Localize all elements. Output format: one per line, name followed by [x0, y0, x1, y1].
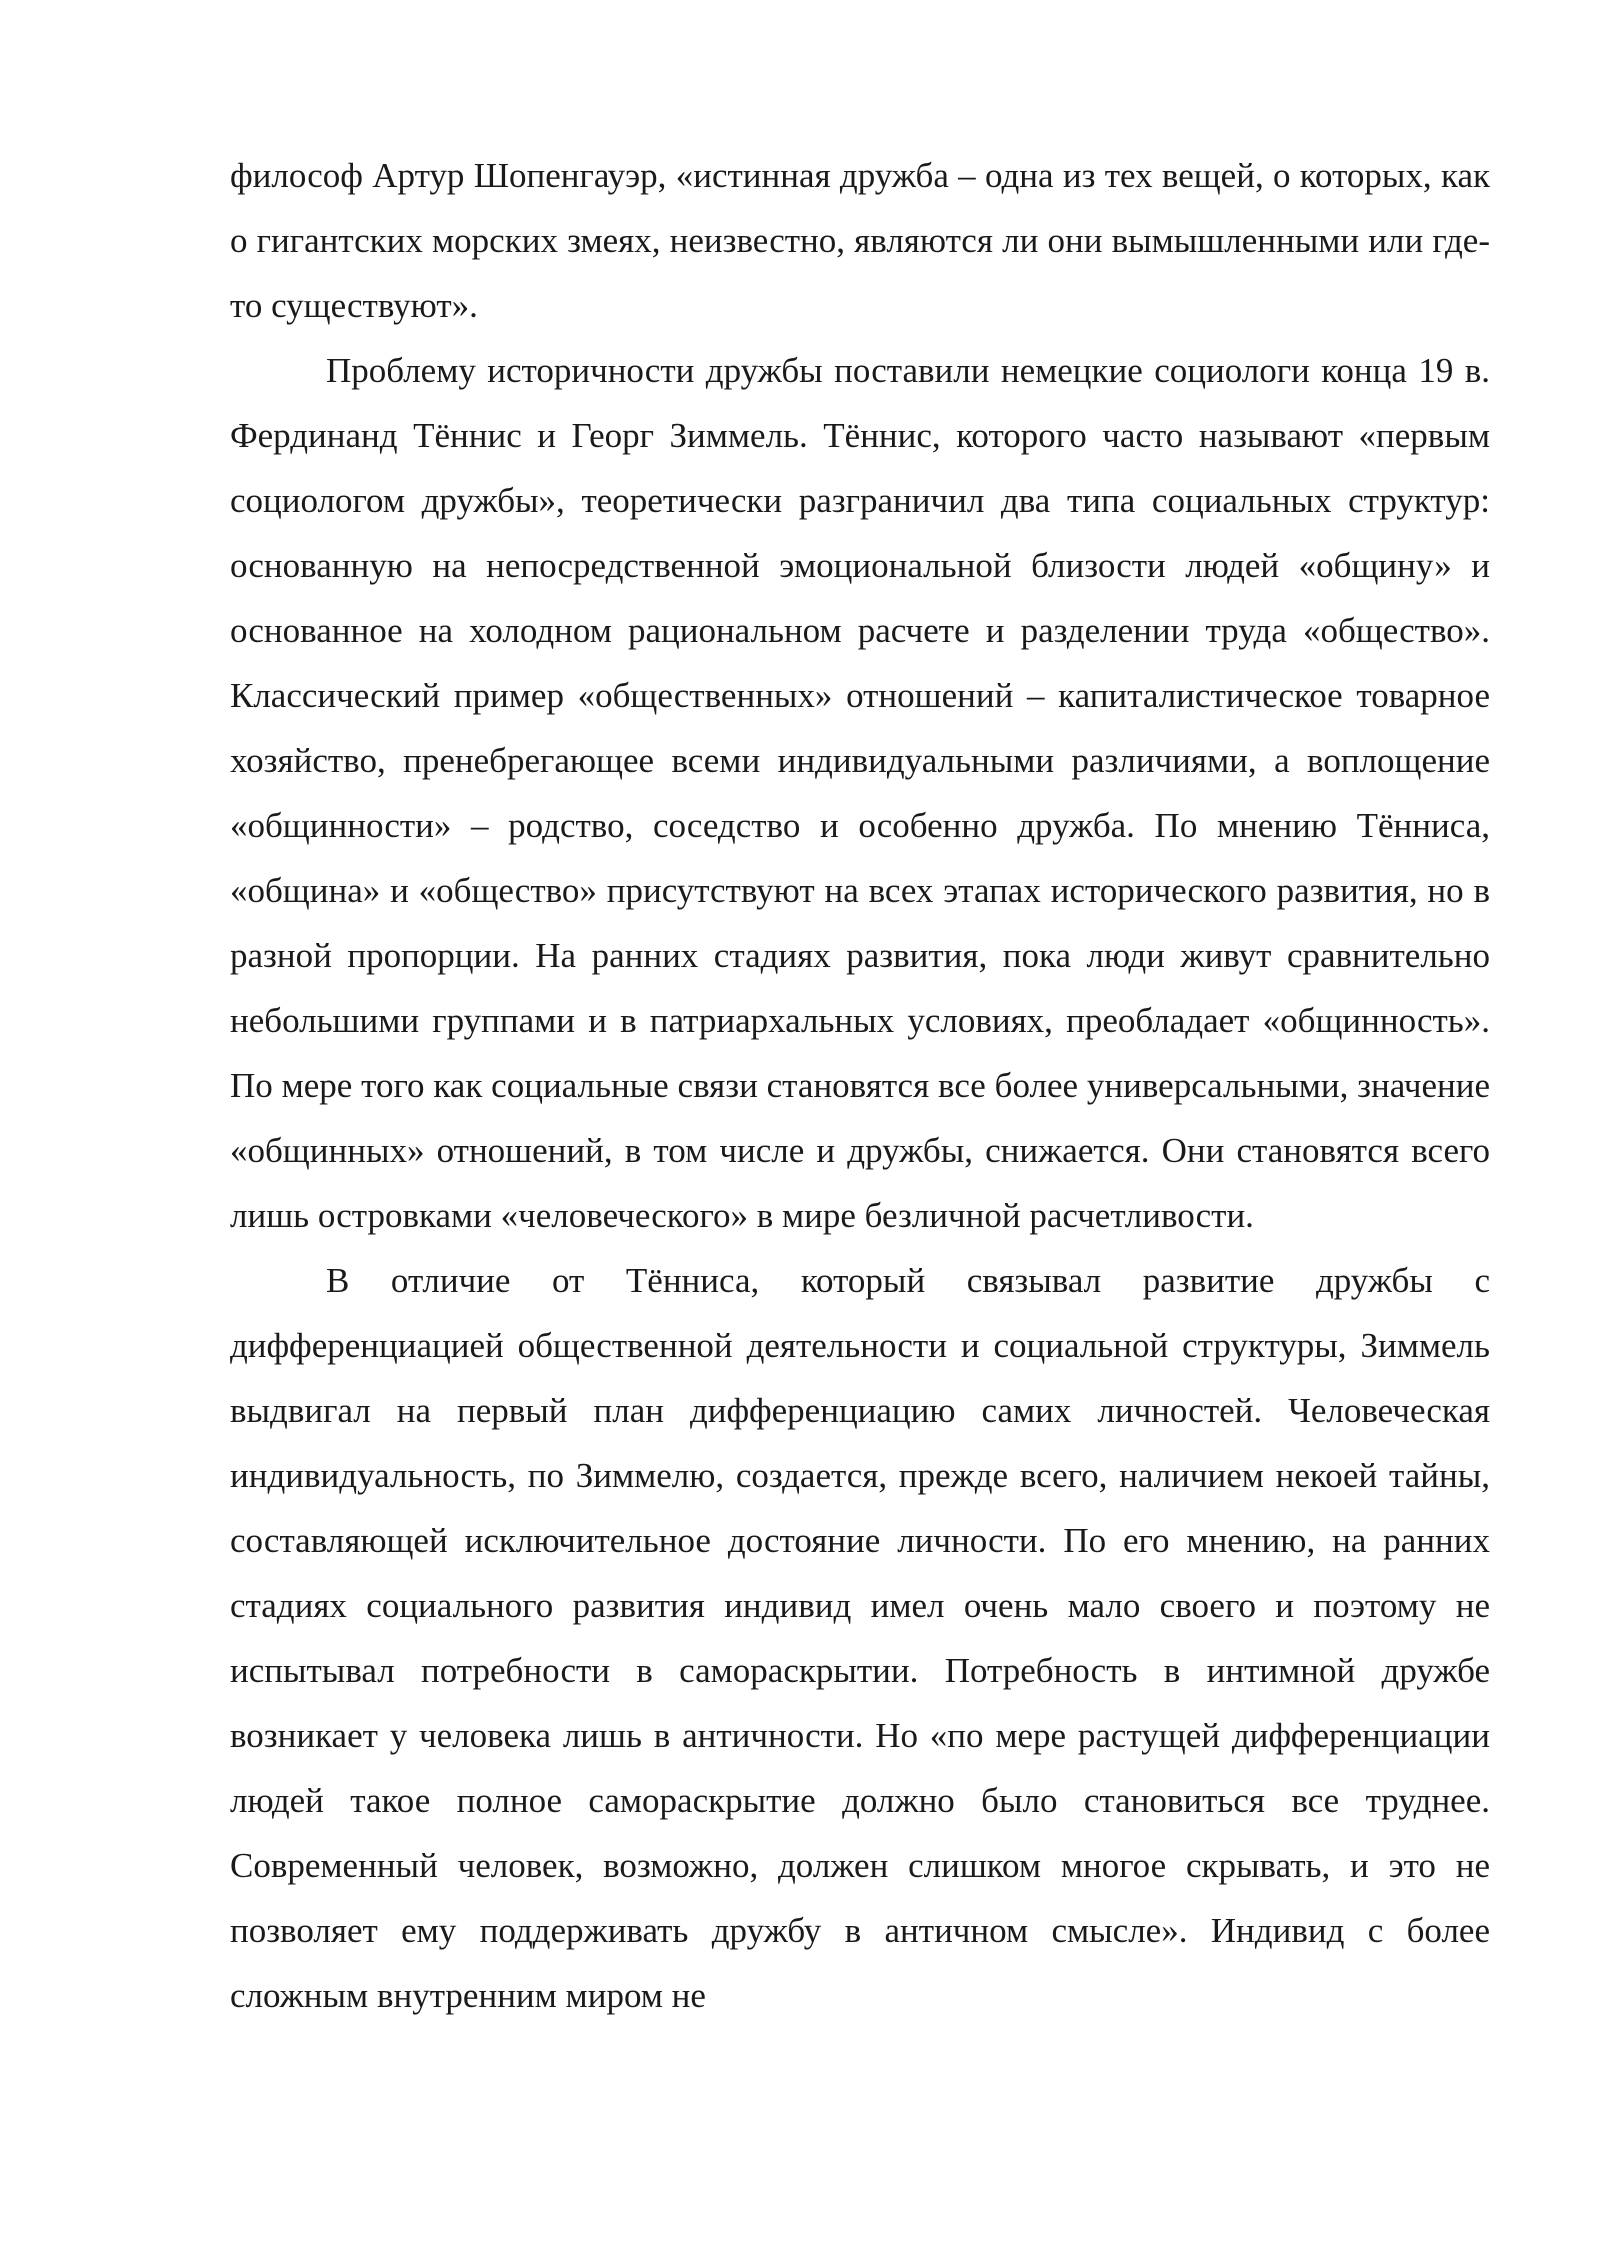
paragraph-3: В отличие от Тённиса, который связывал развитие дружбы с дифференциацией общественной деятельности и социальной структуры, Зиммель выдвигал на первый план дифференциацию самих личностей. Человеческая индивидуальность, по Зиммелю, создается, прежде всего, наличием некоей тайны, составляющей исключительное достояние личности. По его мнению, на ранних стадиях социального развития индивид имел очень мало своего и поэтому не испытывал потребности в самораскрытии. Потребность в интимной дружбе возникает у человека лишь в античности. Но «по мере растущей дифференциации людей такое полное самораскрытие должно было становиться все труднее. Современный человек, возможно, должен слишком многое скрывать, и это не позволяет ему поддерживать дружбу в античном смысле». Индивид с более сложным внутренним миром не — [230, 1261, 1490, 2015]
paragraph-2: Проблему историчности дружбы поставили немецкие социологи конца 19 в. Фердинанд Тённис и Георг Зиммель. Тённис, которого часто называют «первым социологом дружбы», теоретически разграничил два типа социальных структур: основанную на непосредственной эмоциональной близости людей «общину» и основанное на холодном рациональном расчете и разделении труда «общество». Классический пример «общественных» отношений – капиталистическое товарное хозяйство, пренебрегающее всеми индивидуальными различиями, а воплощение «общинности» – родство, соседство и особенно дружба. По мнению Тённиса, «община» и «общество» присутствуют на всех этапах исторического развития, но в разной пропорции. На ранних стадиях развития, пока люди живут сравнительно небольшими группами и в патриархальных условиях, преобладает «общинность». По мере того как социальные связи становятся все более универсальными, значение «общинных» отношений, в том числе и дружбы, снижается. Они становятся всего лишь островками «человеческого» в мире безличной расчетливости. — [230, 351, 1490, 1235]
paragraph-1: философ Артур Шопенгауэр, «истинная дружба – одна из тех вещей, о которых, как о гигантских морских змеях, неизвестно, являются ли они вымышленными или где-то существуют». — [230, 156, 1490, 325]
body-text — [230, 143, 1490, 2028]
